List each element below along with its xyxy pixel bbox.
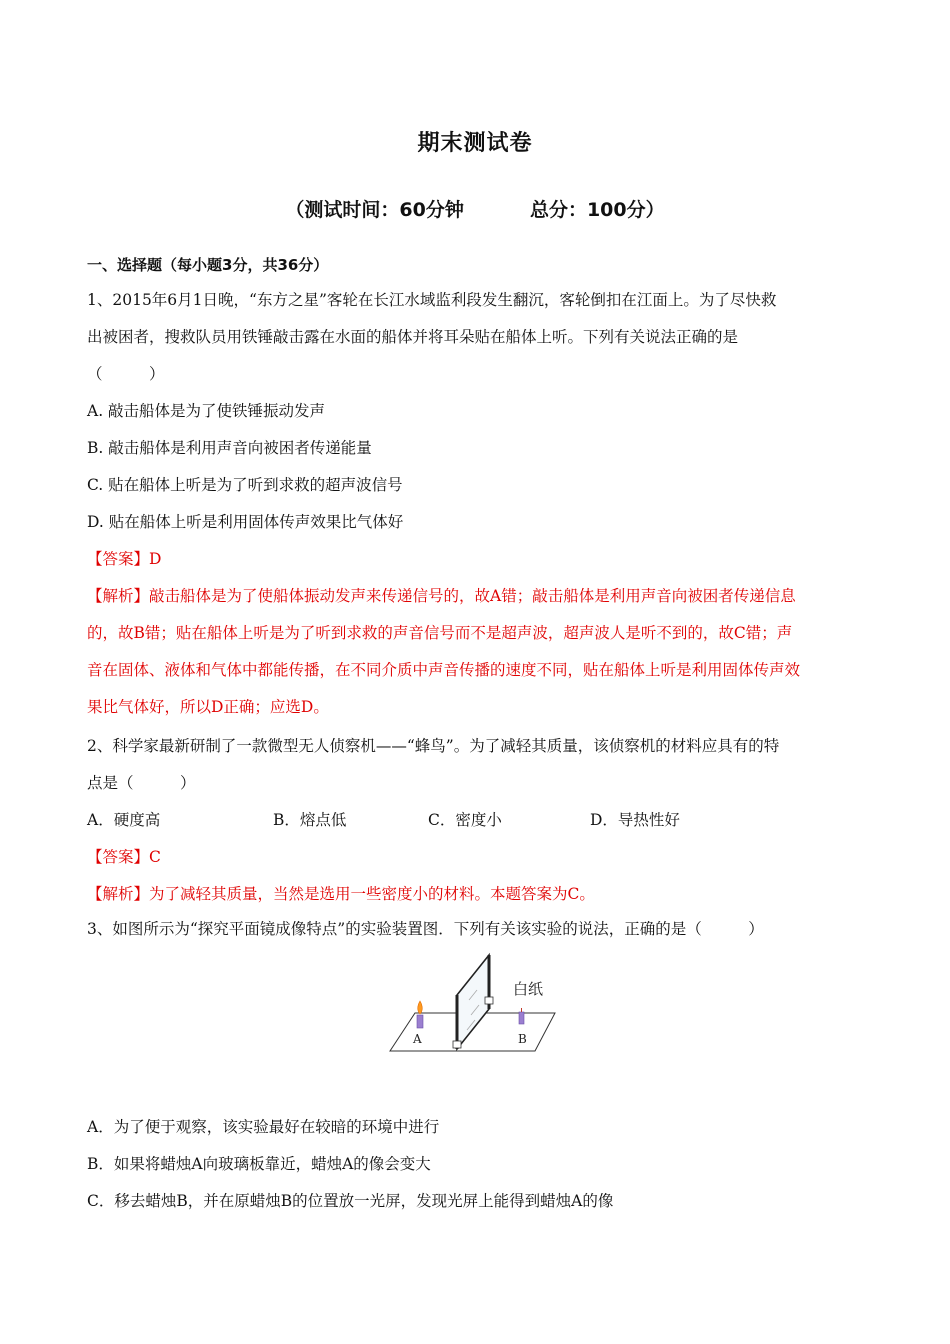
candle-a-label: A (413, 1032, 422, 1046)
paper-label: 白纸 (513, 980, 544, 998)
q2-option-c: C．密度小 (428, 811, 502, 829)
q1-analysis-line1: 【解析】敲击船体是为了使船体振动发声来传递信号的，故A错；敲击船体是利用声音向被困者传递信息 (87, 587, 796, 605)
q2-option-d: D．导热性好 (590, 811, 680, 829)
candle-b-label: B (518, 1032, 527, 1046)
q1-answer: 【答案】D (87, 550, 162, 568)
mirror-experiment-figure (385, 945, 565, 1060)
page-title: 期末测试卷 (417, 131, 533, 156)
clip-back (485, 997, 493, 1004)
q1-option-d: D. 贴在船体上听是利用固体传声效果比气体好 (87, 513, 404, 531)
q1-option-b: B. 敲击船体是利用声音向被困者传递能量 (87, 439, 372, 457)
q1-analysis-line2: 的，故B错；贴在船体上听是为了听到求救的声音信号而不是超声波，超声波人是听不到的，故C错；声 (87, 624, 793, 642)
glass-plate (457, 955, 489, 1049)
q3-option-b: B．如果将蜡烛A向玻璃板靠近，蜡烛A的像会变大 (87, 1155, 431, 1173)
section-heading: 一、选择题（每小题3分，共36分） (87, 256, 329, 274)
candle-b (519, 1012, 524, 1024)
q3-option-c: C．移去蜡烛B，并在原蜡烛B的位置放一光屏，发现光屏上能得到蜡烛A的像 (87, 1192, 614, 1210)
q2-stem-line2: 点是（ ） (87, 774, 196, 792)
q2-answer: 【答案】C (87, 848, 161, 866)
q3-stem: 3、如图所示为“探究平面镜成像特点”的实验装置图．下列有关该实验的说法，正确的是（ ） (87, 920, 764, 938)
q2-analysis: 【解析】为了减轻其质量，当然是选用一些密度小的材料。本题答案为C。 (87, 885, 595, 903)
q2-stem-line1: 2、科学家最新研制了一款微型无人侦察机——“蜂鸟”。为了减轻其质量，该侦察机的材料应具有的特 (87, 737, 780, 755)
q1-analysis-line3: 音在固体、液体和气体中都能传播，在不同介质中声音传播的速度不同，贴在船体上听是利用固体传声效 (87, 661, 801, 679)
q1-option-c: C. 贴在船体上听是为了听到求救的超声波信号 (87, 476, 403, 494)
q1-stem-line2: 出被困者，搜救队员用铁锤敲击露在水面的船体并将耳朵贴在船体上听。下列有关说法正确的是 (87, 328, 739, 346)
q1-paren: （ ） (87, 365, 165, 383)
flame-icon (418, 1001, 423, 1014)
q1-option-a: A. 敲击船体是为了使铁锤振动发声 (87, 402, 326, 420)
q2-option-a: A．硬度高 (87, 811, 161, 829)
q2-option-b: B．熔点低 (273, 811, 347, 829)
clip-front (453, 1041, 461, 1048)
q1-stem-line1: 1、2015年6月1日晚，“东方之星”客轮在长江水域监利段发生翻沉，客轮倒扣在江面上。为了尽快救 (87, 291, 777, 309)
q3-option-a: A．为了便于观察，该实验最好在较暗的环境中进行 (87, 1118, 440, 1136)
candle-a (417, 1015, 423, 1028)
page-subtitle: （测试时间：60分钟 总分：100分） (285, 199, 665, 221)
q1-analysis-line4: 果比气体好，所以D正确；应选D。 (87, 698, 329, 716)
